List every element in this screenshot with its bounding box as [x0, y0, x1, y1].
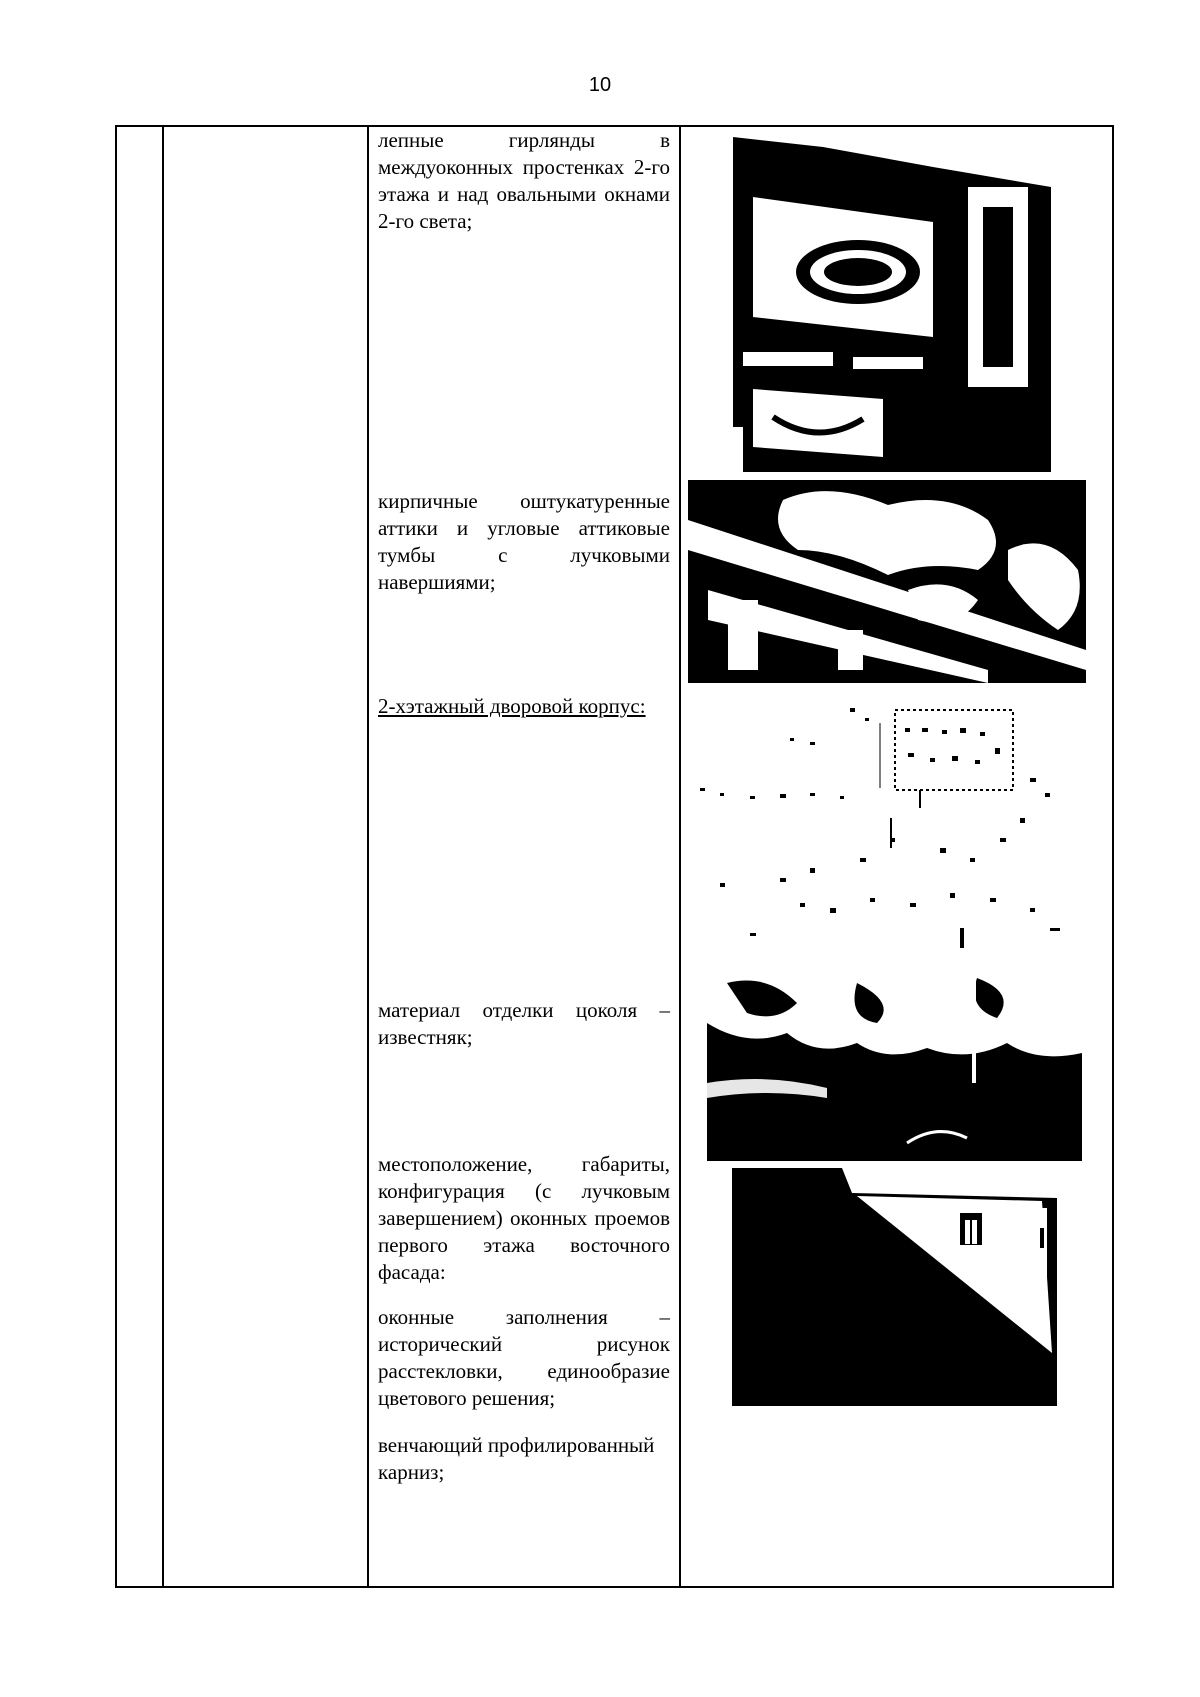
- item-windows-location: местоположение, габариты, конфигурация (с лучковым завершением) оконных проемов первого этажа восточного фасада:: [378, 1152, 670, 1284]
- east-facade-window-photo: [732, 1168, 1057, 1406]
- courtyard-heading: 2-хэтажный дворовой корпус:: [378, 694, 646, 718]
- facade-garlands-photo: [733, 127, 1051, 472]
- item-window-fillings: оконные заполнения – исторический рисунок расстекловки, единообразие цветового решения;: [378, 1305, 670, 1410]
- item-cornice: венчающий профилированный карниз;: [378, 1433, 655, 1484]
- item-garlands: лепные гирлянды в междуоконных простенках 2-го этажа и над овальными окнами 2-го света;: [378, 128, 670, 233]
- item-attics: кирпичные оштукатуренные аттики и угловые аттиковые тумбы с лучковыми навершиями;: [378, 489, 670, 594]
- page-number: 10: [588, 74, 612, 96]
- column-divider-3: [679, 125, 681, 1588]
- column-divider-1: [162, 125, 164, 1588]
- plinth-photo: [707, 963, 1082, 1161]
- item-plinth: материал отделки цоколя – известняк;: [378, 998, 670, 1049]
- site-plan-scheme: [690, 698, 1075, 953]
- column-divider-2: [367, 125, 369, 1588]
- attic-pedestals-photo: [688, 480, 1086, 683]
